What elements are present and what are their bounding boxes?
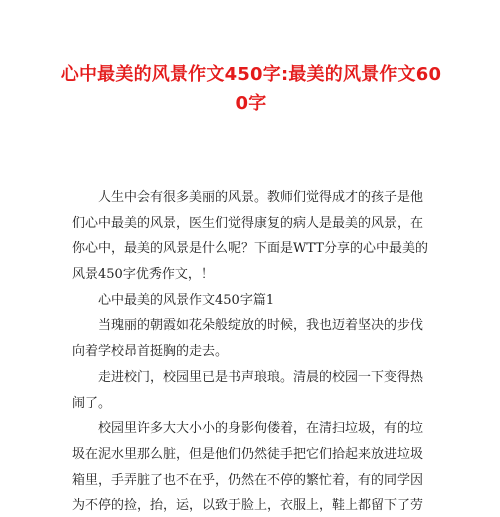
section-heading bbox=[72, 288, 432, 314]
text-line: 箱里，手弄脏了也不在乎，仍然在不停的繁忙着，有的同学因 bbox=[72, 472, 424, 488]
text-line: 闹了。 bbox=[72, 395, 112, 411]
paragraph bbox=[72, 416, 432, 517]
text-line: 风景450字优秀作文，！ bbox=[72, 267, 214, 283]
article-body bbox=[72, 185, 432, 517]
text-line: 校园里许多大大小小的身影佝偻着，在清扫垃圾，有的垃 bbox=[98, 421, 424, 437]
text-line: 向着学校昂首挺胸的走去。 bbox=[72, 344, 229, 360]
text-line: 圾在泥水里那么脏，但是他们仍然徒手把它们拾起来放进垃圾 bbox=[72, 446, 424, 462]
text-line: 当瑰丽的朝霞如花朵般绽放的时候，我也迈着坚决的步伐 bbox=[98, 318, 424, 334]
paragraph bbox=[72, 365, 432, 416]
article-title-line: 心中最美的风景作文450字:最美的风景作文60 bbox=[60, 64, 442, 85]
paragraph-intro bbox=[72, 185, 432, 288]
text-line: 心中最美的风景作文450字篇1 bbox=[98, 292, 275, 308]
article-title bbox=[58, 60, 444, 118]
text-line: 为不停的捡，抬，运，以致于脸上，衣服上，鞋上都留下了劳 bbox=[72, 498, 424, 514]
text-line: 走进校门，校园里已是书声琅琅。清晨的校园一下变得热 bbox=[98, 369, 424, 385]
paragraph bbox=[72, 313, 432, 364]
text-line: 人生中会有很多美丽的风景。教师们觉得成才的孩子是他 bbox=[98, 190, 424, 205]
article-title-line: 0字 bbox=[235, 93, 267, 114]
text-line: 们心中最美的风景，医生们觉得康复的病人是最美的风景，在 bbox=[72, 215, 424, 231]
text-line: 你心中，最美的风景是什么呢？下面是WTT分享的心中最美的 bbox=[72, 241, 428, 257]
